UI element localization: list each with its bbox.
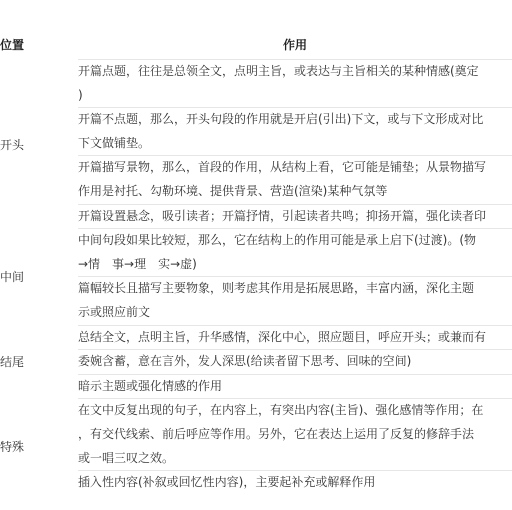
function-cell [78,204,512,229]
table-row [0,399,512,471]
function-line: 示或照应前文 [78,304,151,319]
function-line: 开篇点题，往往是总领全文，点明主旨，或表达与主旨相关的某种情感(奠定 [78,64,479,78]
table-row [0,325,512,350]
function-line: ，有交代线索、前后呼应等作用。另外，它在表达上运用了反复的修辞手法 [78,426,475,441]
function-line: 作用是衬托、勾勒环境、提供背景、营造(渲染)某种气氛等 [78,183,388,198]
function-cell [78,156,512,204]
function-line: ) [78,87,83,102]
function-cell [78,277,512,325]
function-line: 开篇不点题，那么，开头句段的作用就是开启(引出)下文，或与下文形成对比 [78,112,484,127]
function-line: 总结全文，点明主旨，升华感情，深化中心，照应题目，呼应开头；或兼而有 [78,329,487,344]
function-line: 在文中反复出现的句子，在内容上，有突出内容(主旨)、强化感情等作用；在 [78,403,484,418]
function-line: 暗示主题或强化情感的作用 [78,378,223,393]
header-row [0,30,512,60]
function-cell [78,325,512,350]
function-line: 下文做铺垫。 [78,135,151,150]
function-cell [78,350,512,375]
function-line: 委婉含蓄，意在言外，发人深思(给读者留下思考、回味的空间) [78,354,412,369]
function-line: 中间句段如果比较短，那么，它在结构上的作用可能是承上启下(过渡)。(物 [78,233,477,248]
reference-table [0,30,512,495]
function-line: 开篇描写景物，那么，首段的作用，从结构上看，它可能是铺垫；从景物描写 [78,160,487,175]
header-position: 位置 [0,38,25,53]
function-cell [78,399,512,471]
function-line: 篇幅较长且描写主要物象，则考虑其作用是拓展思路，丰富内涵，深化主题 [78,281,475,296]
function-cell [78,229,512,277]
function-cell [78,60,512,108]
function-line: 或一唱三叹之效。 [78,450,175,465]
group-label-opening: 开头 [0,137,25,152]
function-line: →情 事→理 实→虚) [78,256,197,271]
function-cell [78,471,512,495]
function-line: 插入性内容(补叙或回忆性内容)，主要起补充或解释作用 [78,475,376,490]
function-line: 开篇设置悬念，吸引读者；开篇抒情，引起读者共鸣；抑扬开篇，强化读者印 [78,208,487,223]
header-function: 作用 [282,38,307,52]
table-row [0,229,512,277]
function-cell [78,108,512,156]
group-label-special: 特殊 [0,440,25,455]
group-label-middle: 中间 [0,270,25,285]
group-label-ending: 结尾 [0,355,25,370]
table-row [0,60,512,108]
function-cell [78,374,512,399]
